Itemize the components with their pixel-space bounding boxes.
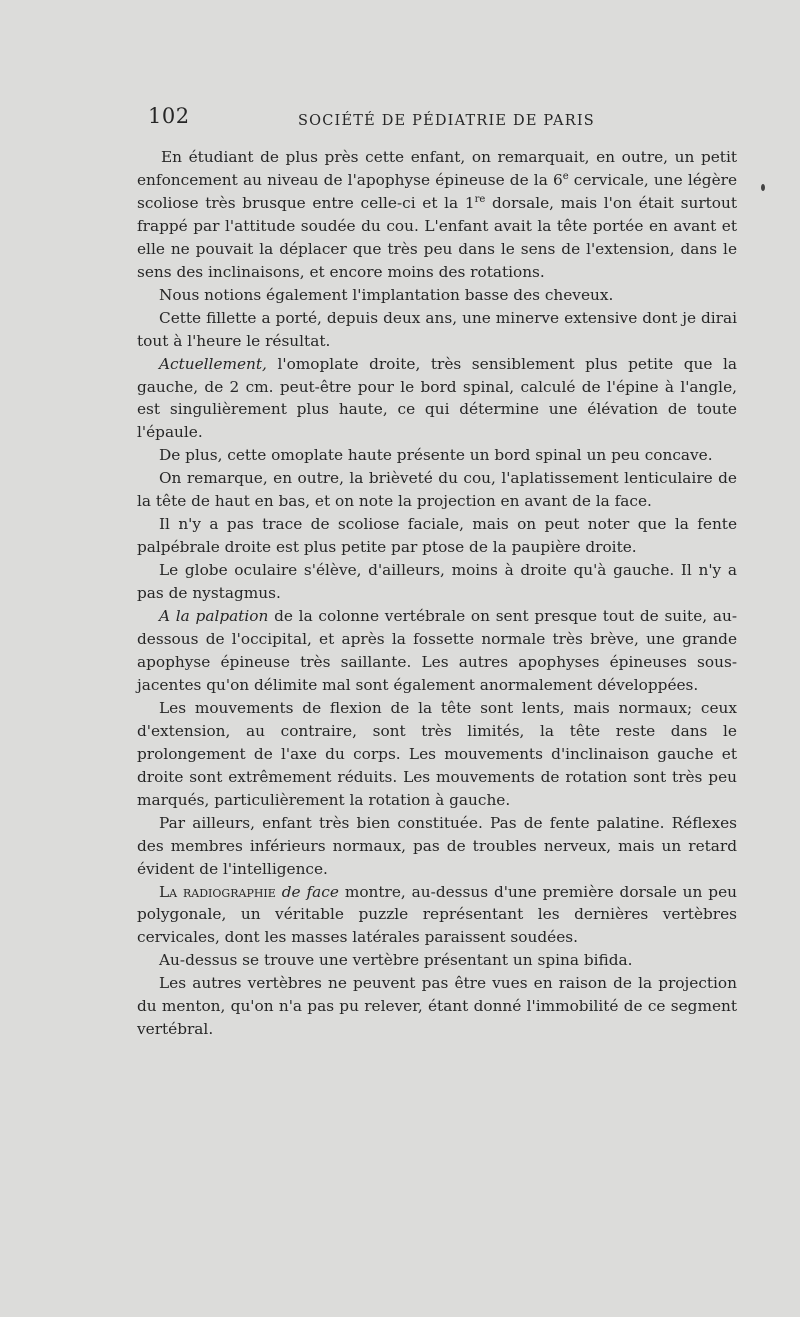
paragraph (137, 513, 737, 559)
paragraph (137, 697, 737, 812)
page-number: 102 (148, 104, 190, 128)
paragraph-text: Cette fillette a porté, depuis deux ans, une minerve extensive dont je dirai tout à l'heure le résultat. (137, 308, 737, 350)
paragraph (137, 353, 737, 445)
smallcaps-lead: La radiographie (159, 882, 276, 901)
paragraph-text: Le globe oculaire s'élève, d'ailleurs, moins à droite qu'à gauche. Il n'y a pas de nystagmus. (137, 561, 737, 603)
superscript: e (562, 170, 569, 182)
paragraph-text: Il n'y a pas trace de scoliose faciale, mais on peut noter que la fente palpébrale droite est plus petite par ptose de la paupière droite. (137, 515, 737, 557)
italic-lead: Actuellement, (159, 354, 267, 373)
paragraph-text: de la colonne vertébrale on sent presque tout de suite, au-dessous de l'occipital, et après la fossette normale très brève, une grande apophyse épineuse très saillante. Les autres apophyses épineuses sous-jacentes qu'on délimite mal sont également anormalement développées. (137, 607, 737, 694)
paragraph (137, 559, 737, 605)
paragraph-text: cervicale, une légère scoliose très brusque entre celle-ci et la 1 (137, 170, 737, 212)
paragraph (137, 307, 737, 353)
italic-lead: de face (281, 882, 339, 901)
paragraph (137, 444, 737, 467)
paragraph-text: Les autres vertèbres ne peuvent pas être vues en raison de la projection du menton, qu'on n'a pas pu relever, étant donné l'immobilité de ce segment vertébral. (137, 974, 737, 1039)
margin-speck (761, 184, 765, 191)
paragraph-text: On remarque, en outre, la brièveté du cou, l'aplatissement lenticulaire de la tête de haut en bas, et on note la projection en avant de la face. (137, 469, 737, 511)
paragraph (137, 812, 737, 881)
running-title: SOCIÉTÉ DE PÉDIATRIE DE PARIS (298, 113, 595, 129)
paragraph-text: Au-dessus se trouve une vertèbre présentant un spina bifida. (159, 951, 633, 970)
body-text (137, 146, 737, 1041)
paragraph-text: montre, au-dessus d'une première dorsale un peu polygonale, un véritable puzzle représentant les dernières vertèbres cervicales, dont les masses latérales paraissent soudées. (137, 882, 737, 947)
paragraph-text: En étudiant de plus près cette enfant, on remarquait, en outre, un petit enfoncement au niveau de l'apophyse épineuse de la 6 (137, 148, 737, 189)
paragraph (137, 972, 737, 1041)
paragraph-text: Les mouvements de flexion de la tête sont lents, mais normaux; ceux d'extension, au contraire, sont très limités, la tête reste dans le prolongement de l'axe du corps. Les mouvements d'inclinaison gauche et droite sont extrêmement réduits. Les mouvements de rotation sont très peu marqués, particulièrement la rotation à gauche. (137, 698, 737, 809)
paragraph-text: dorsale, mais l'on était surtout frappé par l'attitude soudée du cou. L'enfant avait la tête portée en avant et elle ne pouvait la déplacer que très peu dans le sens de l'extension, dans le sens des inclinaisons, et encore moins des rotations. (137, 193, 737, 281)
superscript: re (474, 193, 486, 205)
paragraph (137, 146, 737, 284)
paragraph-text: De plus, cette omoplate haute présente un bord spinal un peu concave. (159, 446, 713, 465)
paragraph (137, 284, 737, 307)
paragraph-text: l'omoplate droite, très sensiblement plus petite que la gauche, de 2 cm. peut-être pour le bord spinal, calculé de l'épine à l'angle, est singulièrement plus haute, ce qui détermine une élévation de toute l'épaule. (137, 354, 737, 442)
paragraph (137, 881, 737, 950)
italic-lead: A la palpation (159, 607, 269, 626)
paragraph (137, 605, 737, 697)
paragraph-text: Par ailleurs, enfant très bien constituée. Pas de fente palatine. Réflexes des membres inférieurs normaux, pas de troubles nerveux, mais un retard évident de l'intelligence. (137, 813, 737, 878)
paragraph (137, 467, 737, 513)
paragraph-text: Nous notions également l'implantation basse des cheveux. (159, 285, 614, 304)
paragraph (137, 949, 737, 972)
